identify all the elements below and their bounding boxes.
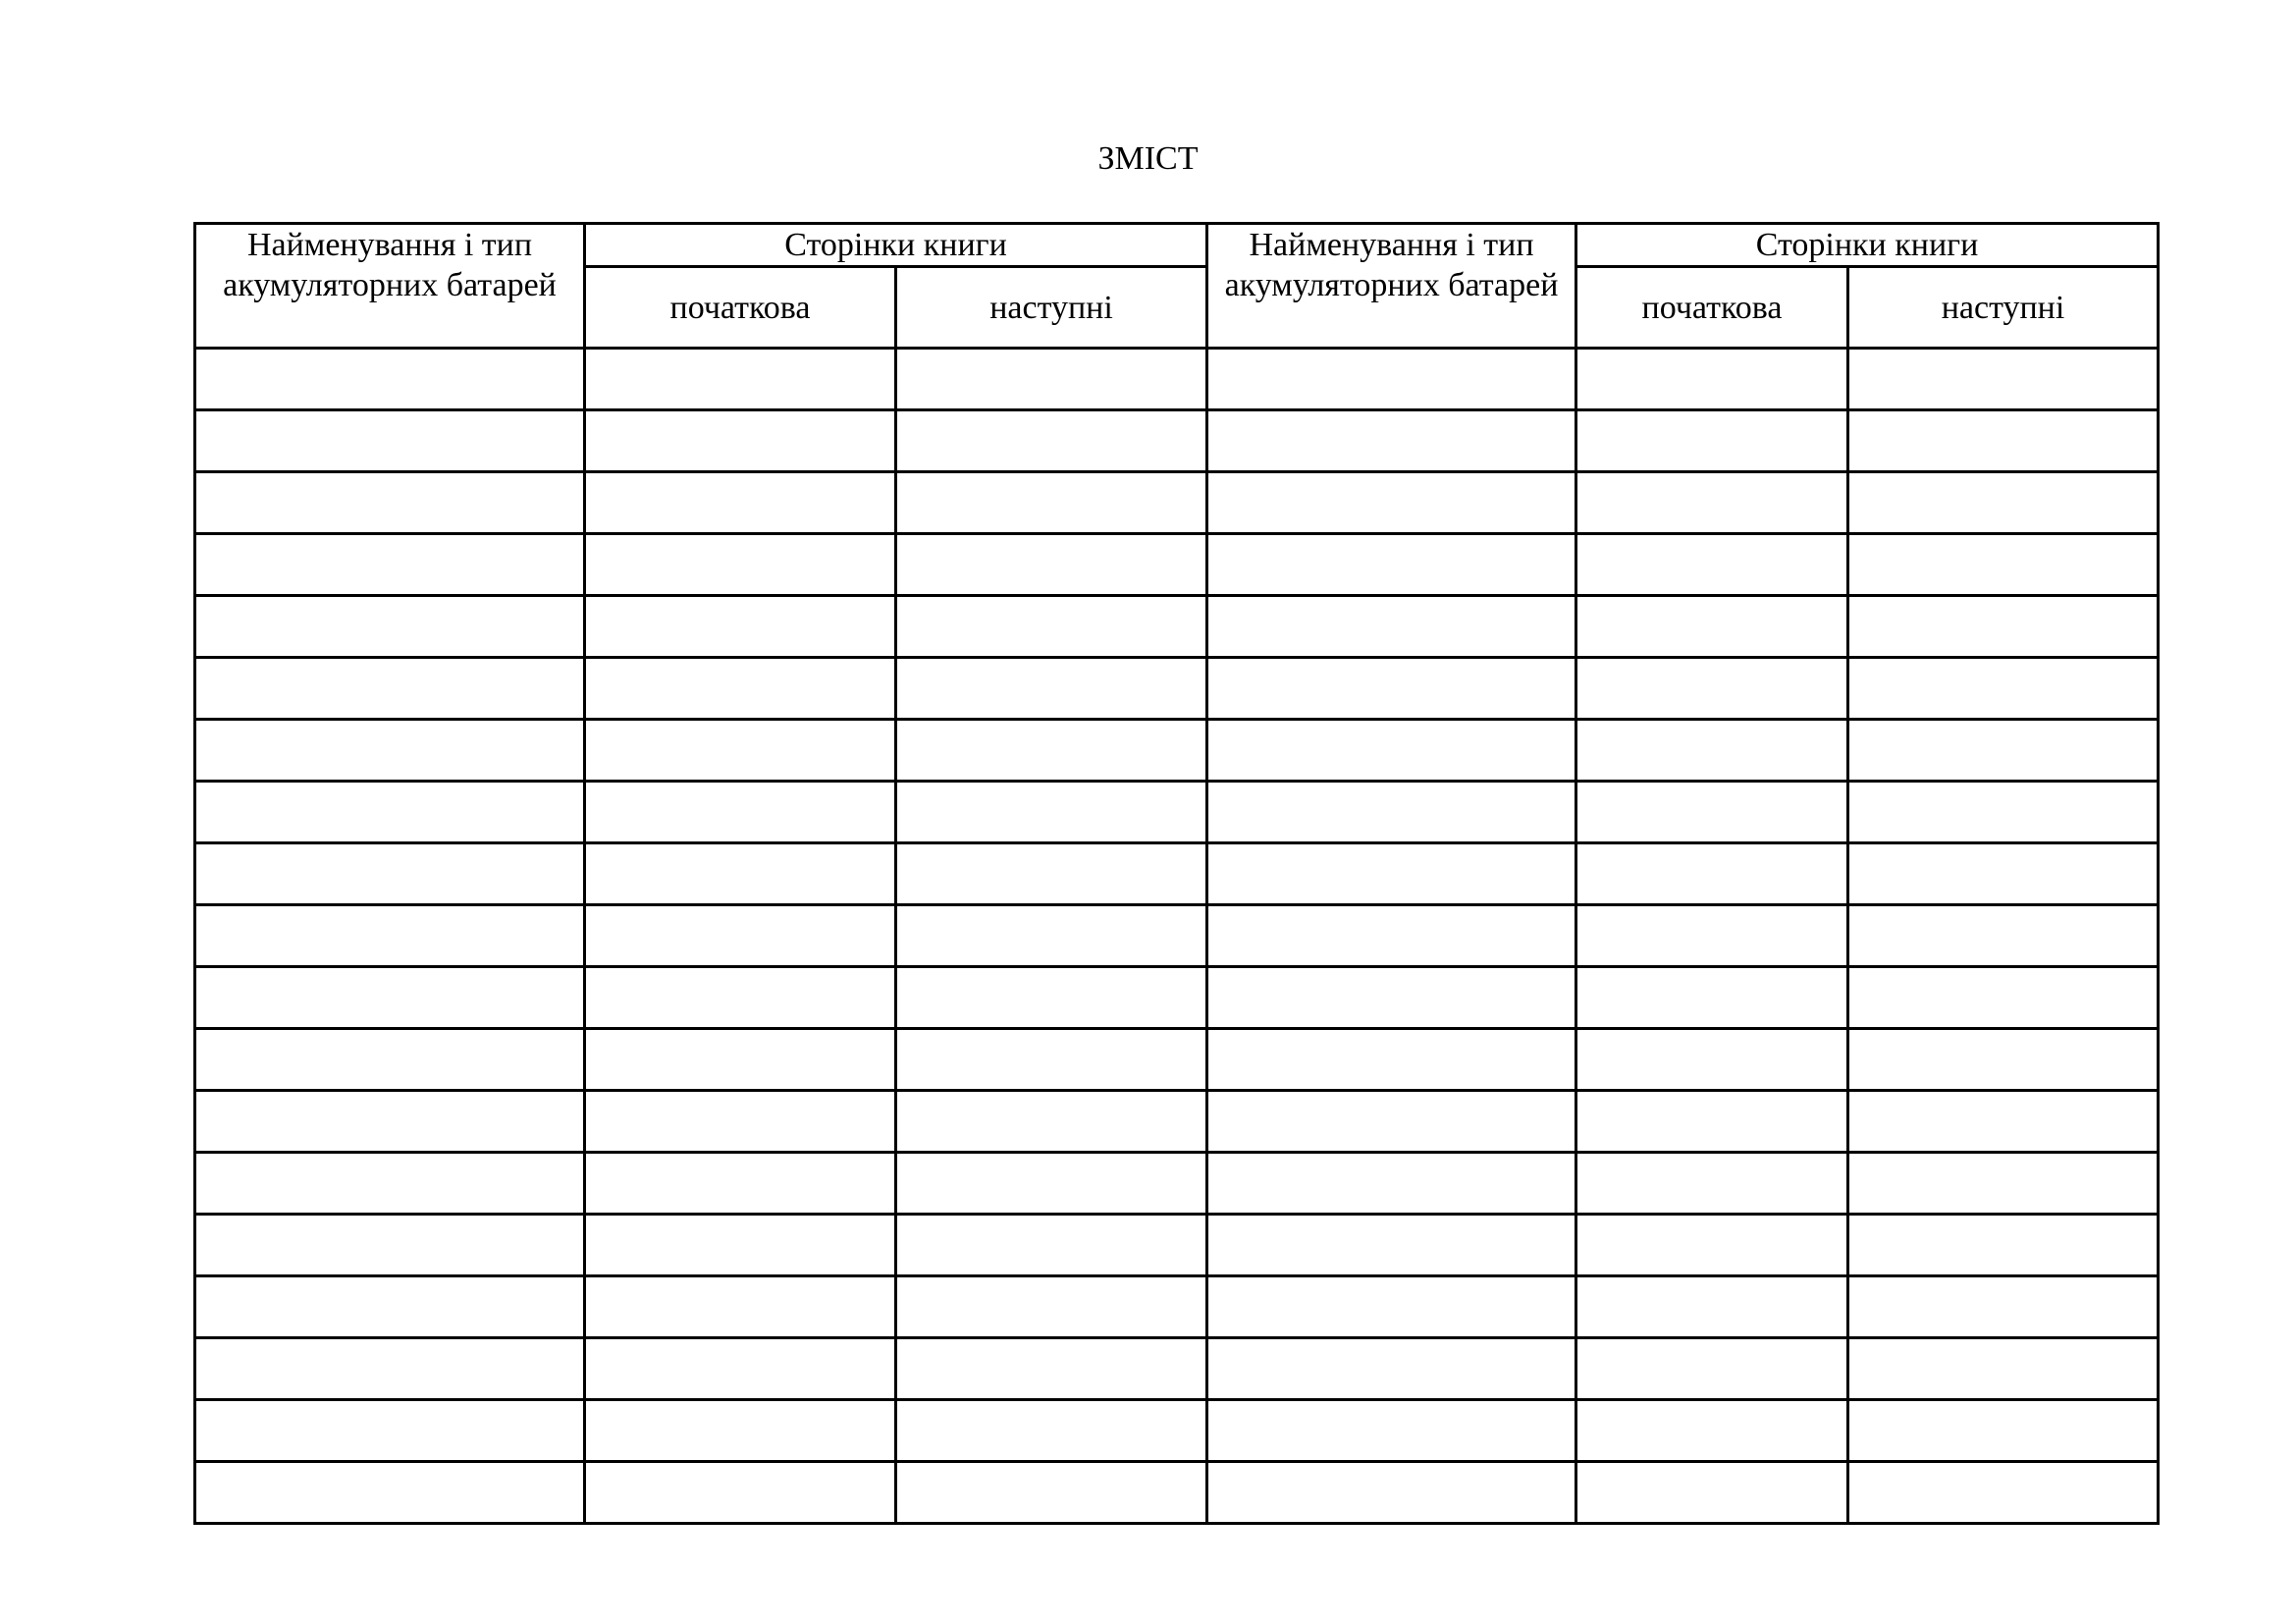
battery-name-cell — [1207, 1091, 1576, 1153]
table-row — [195, 782, 2159, 843]
initial-page-cell — [1576, 1215, 1848, 1276]
next-pages-cell — [896, 349, 1207, 410]
table-body — [195, 349, 2159, 1524]
battery-name-cell — [195, 534, 585, 596]
contents-table — [193, 222, 2160, 1525]
battery-name-cell — [195, 472, 585, 534]
next-pages-cell — [896, 1029, 1207, 1091]
table-row — [195, 905, 2159, 967]
next-pages-cell — [1848, 596, 2159, 658]
initial-page-cell — [1576, 967, 1848, 1029]
battery-name-cell — [195, 905, 585, 967]
initial-page-cell — [1576, 1462, 1848, 1524]
table-row — [195, 1400, 2159, 1462]
battery-name-cell — [195, 410, 585, 472]
initial-page-cell — [1576, 658, 1848, 720]
battery-name-cell — [195, 1029, 585, 1091]
next-pages-cell — [1848, 410, 2159, 472]
table-row — [195, 534, 2159, 596]
initial-page-cell — [1576, 905, 1848, 967]
next-pages-cell — [1848, 472, 2159, 534]
initial-page-cell — [585, 967, 896, 1029]
initial-page-cell — [585, 1462, 896, 1524]
initial-page-cell — [585, 1153, 896, 1215]
next-pages-cell — [1848, 1462, 2159, 1524]
next-pages-cell — [896, 905, 1207, 967]
header-initial-right: початкова — [1576, 267, 1848, 349]
table-row — [195, 967, 2159, 1029]
next-pages-cell — [1848, 1400, 2159, 1462]
battery-name-cell — [1207, 1276, 1576, 1338]
table-row — [195, 1029, 2159, 1091]
initial-page-cell — [1576, 1276, 1848, 1338]
initial-page-cell — [585, 1215, 896, 1276]
battery-name-cell — [1207, 1153, 1576, 1215]
battery-name-cell — [1207, 782, 1576, 843]
next-pages-cell — [1848, 1215, 2159, 1276]
table-row — [195, 658, 2159, 720]
table-row — [195, 1276, 2159, 1338]
initial-page-cell — [585, 596, 896, 658]
initial-page-cell — [585, 410, 896, 472]
table-row — [195, 1153, 2159, 1215]
initial-page-cell — [585, 658, 896, 720]
initial-page-cell — [585, 905, 896, 967]
initial-page-cell — [1576, 782, 1848, 843]
next-pages-cell — [1848, 1338, 2159, 1400]
battery-name-cell — [195, 596, 585, 658]
initial-page-cell — [1576, 1400, 1848, 1462]
battery-name-cell — [195, 720, 585, 782]
table-row — [195, 1091, 2159, 1153]
header-battery-name-left: Найменування і тип акумуляторних батарей — [195, 224, 585, 349]
header-next-right: наступні — [1848, 267, 2159, 349]
battery-name-cell — [195, 349, 585, 410]
next-pages-cell — [1848, 843, 2159, 905]
next-pages-cell — [1848, 967, 2159, 1029]
battery-name-cell — [1207, 472, 1576, 534]
header-book-pages-left: Сторінки книги — [585, 224, 1207, 267]
table-row — [195, 1338, 2159, 1400]
next-pages-cell — [896, 1153, 1207, 1215]
next-pages-cell — [896, 1091, 1207, 1153]
initial-page-cell — [1576, 1153, 1848, 1215]
next-pages-cell — [1848, 534, 2159, 596]
battery-name-cell — [195, 782, 585, 843]
initial-page-cell — [585, 1029, 896, 1091]
initial-page-cell — [1576, 410, 1848, 472]
initial-page-cell — [585, 720, 896, 782]
initial-page-cell — [1576, 1091, 1848, 1153]
table-row — [195, 1462, 2159, 1524]
battery-name-cell — [1207, 596, 1576, 658]
next-pages-cell — [1848, 782, 2159, 843]
battery-name-cell — [1207, 658, 1576, 720]
next-pages-cell — [896, 843, 1207, 905]
table-row — [195, 410, 2159, 472]
battery-name-cell — [195, 1400, 585, 1462]
table-row — [195, 596, 2159, 658]
table-row — [195, 720, 2159, 782]
battery-name-cell — [195, 1091, 585, 1153]
battery-name-cell — [1207, 1338, 1576, 1400]
initial-page-cell — [1576, 349, 1848, 410]
initial-page-cell — [585, 1338, 896, 1400]
battery-name-cell — [1207, 1029, 1576, 1091]
header-battery-name-right: Найменування і тип акумуляторних батарей — [1207, 224, 1576, 349]
next-pages-cell — [896, 720, 1207, 782]
battery-name-cell — [1207, 410, 1576, 472]
next-pages-cell — [896, 1215, 1207, 1276]
header-next-left: наступні — [896, 267, 1207, 349]
next-pages-cell — [896, 410, 1207, 472]
battery-name-cell — [195, 658, 585, 720]
page-title: ЗМІСТ — [1097, 140, 1199, 177]
initial-page-cell — [585, 1276, 896, 1338]
next-pages-cell — [896, 1276, 1207, 1338]
table-row — [195, 1215, 2159, 1276]
initial-page-cell — [1576, 1338, 1848, 1400]
battery-name-cell — [1207, 843, 1576, 905]
battery-name-cell — [1207, 1462, 1576, 1524]
next-pages-cell — [1848, 1276, 2159, 1338]
battery-name-cell — [1207, 349, 1576, 410]
initial-page-cell — [585, 843, 896, 905]
initial-page-cell — [585, 782, 896, 843]
battery-name-cell — [1207, 905, 1576, 967]
battery-name-cell — [1207, 1400, 1576, 1462]
initial-page-cell — [1576, 720, 1848, 782]
battery-name-cell — [195, 1276, 585, 1338]
battery-name-cell — [195, 1338, 585, 1400]
initial-page-cell — [1576, 534, 1848, 596]
next-pages-cell — [1848, 905, 2159, 967]
next-pages-cell — [896, 658, 1207, 720]
next-pages-cell — [896, 967, 1207, 1029]
battery-name-cell — [1207, 967, 1576, 1029]
battery-name-cell — [195, 843, 585, 905]
next-pages-cell — [896, 534, 1207, 596]
header-initial-left: початкова — [585, 267, 896, 349]
initial-page-cell — [1576, 472, 1848, 534]
battery-name-cell — [195, 1215, 585, 1276]
table-row — [195, 349, 2159, 410]
header-book-pages-right: Сторінки книги — [1576, 224, 2159, 267]
battery-name-cell — [1207, 720, 1576, 782]
initial-page-cell — [585, 349, 896, 410]
battery-name-cell — [1207, 534, 1576, 596]
initial-page-cell — [1576, 1029, 1848, 1091]
next-pages-cell — [896, 1400, 1207, 1462]
next-pages-cell — [896, 1462, 1207, 1524]
initial-page-cell — [585, 534, 896, 596]
next-pages-cell — [1848, 658, 2159, 720]
battery-name-cell — [1207, 1215, 1576, 1276]
next-pages-cell — [1848, 1029, 2159, 1091]
next-pages-cell — [896, 1338, 1207, 1400]
initial-page-cell — [1576, 596, 1848, 658]
next-pages-cell — [1848, 1153, 2159, 1215]
next-pages-cell — [1848, 349, 2159, 410]
table-row — [195, 843, 2159, 905]
table-row — [195, 472, 2159, 534]
next-pages-cell — [896, 596, 1207, 658]
next-pages-cell — [896, 782, 1207, 843]
initial-page-cell — [585, 1091, 896, 1153]
initial-page-cell — [1576, 843, 1848, 905]
initial-page-cell — [585, 1400, 896, 1462]
battery-name-cell — [195, 1153, 585, 1215]
battery-name-cell — [195, 1462, 585, 1524]
next-pages-cell — [1848, 1091, 2159, 1153]
next-pages-cell — [896, 472, 1207, 534]
next-pages-cell — [1848, 720, 2159, 782]
initial-page-cell — [585, 472, 896, 534]
battery-name-cell — [195, 967, 585, 1029]
